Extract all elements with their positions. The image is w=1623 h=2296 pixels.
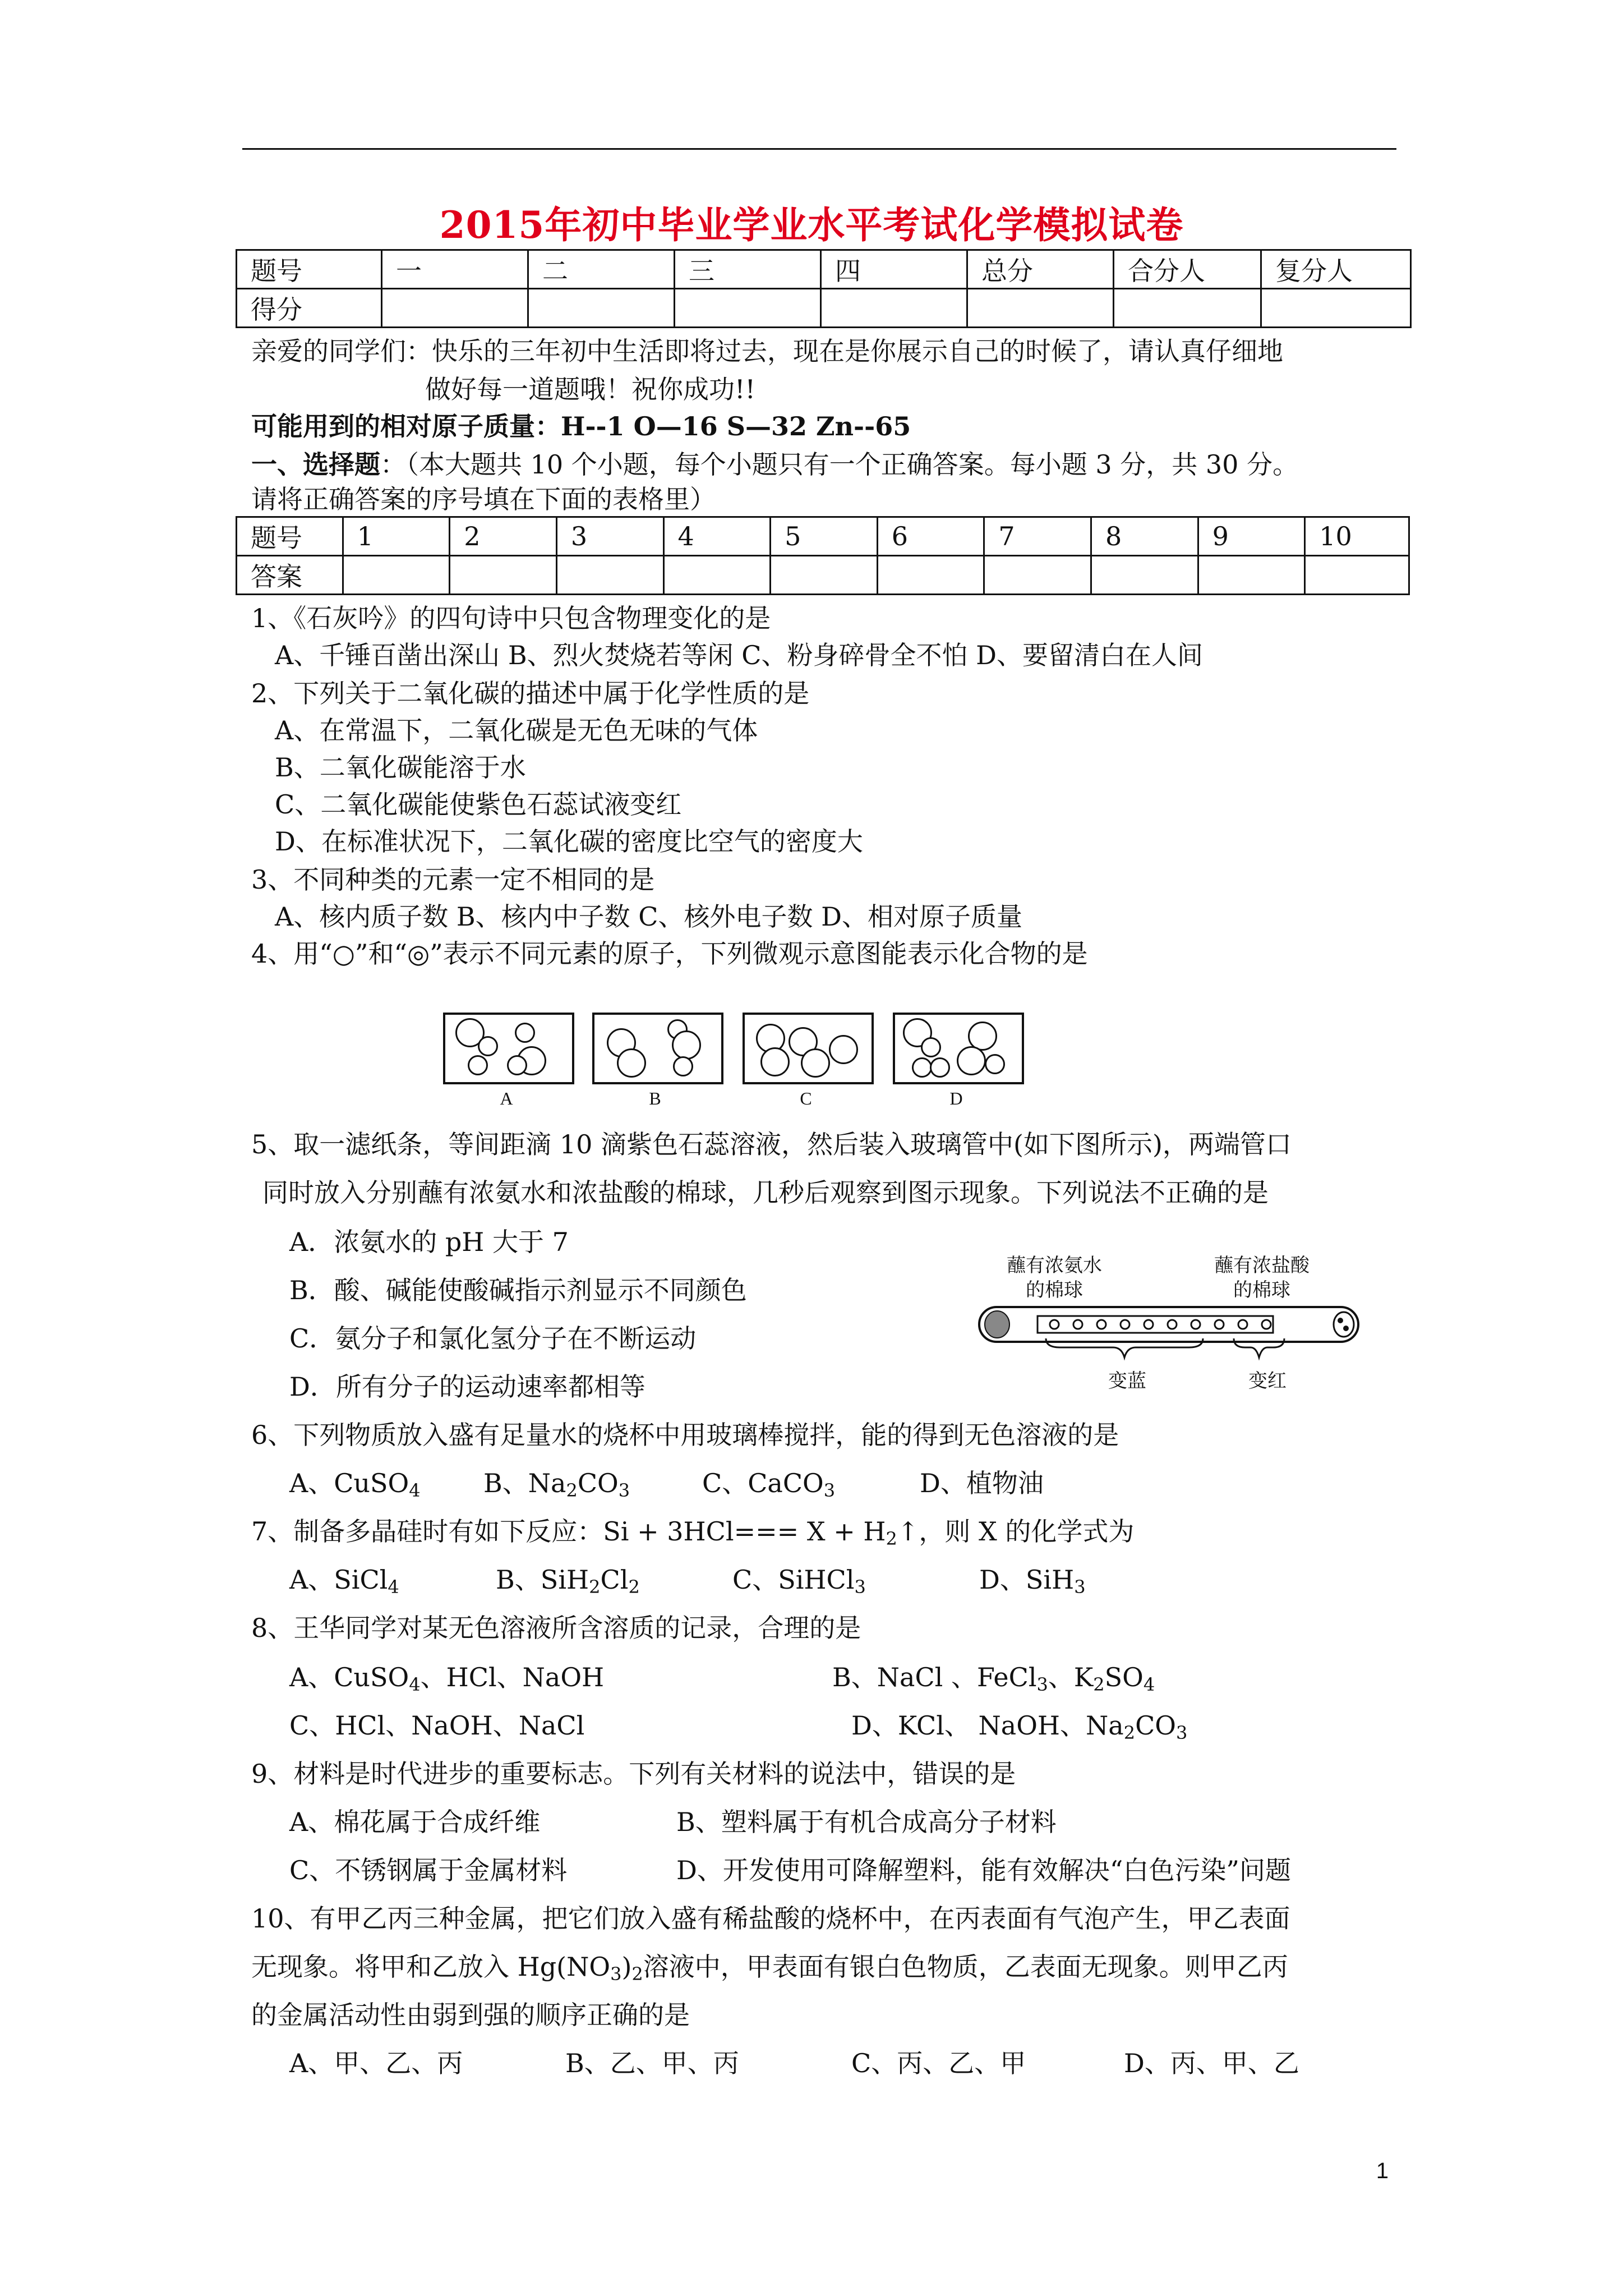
q6-a-sub: 4 bbox=[409, 1480, 421, 1501]
q4-box-b bbox=[592, 1013, 723, 1084]
answer-cell[interactable] bbox=[771, 556, 878, 595]
score-cell[interactable] bbox=[675, 289, 821, 328]
q8-b-mid2: SO bbox=[1104, 1662, 1144, 1692]
score-cell[interactable] bbox=[528, 289, 675, 328]
q7-d-text: D、SiH bbox=[979, 1565, 1075, 1595]
q8-b-sub2: 2 bbox=[1093, 1674, 1105, 1695]
exam-title: 2015年初中毕业学业水平考试化学模拟试卷 bbox=[439, 203, 1184, 247]
answer-cell[interactable] bbox=[1305, 556, 1409, 595]
q1-stem: 1、《石灰吟》的四句诗中只包含物理变化的是 bbox=[251, 603, 771, 633]
q3-stem: 3、不同种类的元素一定不相同的是 bbox=[251, 864, 655, 895]
atom-small-icon bbox=[478, 1036, 498, 1056]
q5-left-label-line-1: 蘸有浓氨水 bbox=[1007, 1254, 1102, 1277]
q6-b-mid: CO bbox=[577, 1468, 619, 1498]
answer-header-cell: 题号 bbox=[237, 517, 343, 556]
q10-option-b: B、乙、甲、丙 bbox=[565, 2048, 739, 2078]
score-cell[interactable] bbox=[821, 289, 967, 328]
q6-option-a bbox=[289, 1463, 421, 1500]
answer-table-answer-row bbox=[237, 556, 1409, 595]
atom-small-icon bbox=[673, 1056, 693, 1076]
q5-option-a: A．浓氨水的 pH 大于 7 bbox=[289, 1227, 569, 1257]
q6-c-text: C、CaCO bbox=[702, 1468, 824, 1498]
answer-header-cell: 1 bbox=[343, 517, 450, 556]
score-header-cell: 二 bbox=[528, 250, 675, 289]
q8-option-a bbox=[289, 1657, 604, 1694]
answer-header-cell: 6 bbox=[877, 517, 984, 556]
q6-option-b bbox=[483, 1463, 630, 1500]
q5-stem-line-1: 5、取一滤纸条，等间距滴 10 滴紫色石蕊溶液，然后装入玻璃管中(如下图所示)，两端管口 bbox=[251, 1129, 1292, 1159]
atom-small-icon bbox=[515, 1023, 535, 1043]
answer-cell[interactable] bbox=[1091, 556, 1198, 595]
q5-left-label-line-2: 的棉球 bbox=[1026, 1279, 1083, 1301]
answer-header-cell: 7 bbox=[984, 517, 1091, 556]
answer-header-cell: 5 bbox=[771, 517, 878, 556]
header-rule bbox=[242, 148, 1396, 150]
atom-large-icon bbox=[829, 1035, 858, 1064]
q8-option-b bbox=[832, 1657, 1155, 1694]
q5-red-label: 变红 bbox=[1248, 1370, 1287, 1392]
q7-b-mid: Cl bbox=[600, 1565, 629, 1595]
q8-stem: 8、王华同学对某无色溶液所含溶质的记录，合理的是 bbox=[251, 1613, 861, 1643]
score-cell[interactable] bbox=[382, 289, 528, 328]
score-header-cell: 四 bbox=[821, 250, 967, 289]
q10-line-2 bbox=[251, 1947, 1288, 1984]
q5-option-b: B．酸、碱能使酸碱指示剂显示不同颜色 bbox=[289, 1275, 747, 1305]
q10-line-2-sub: 3 bbox=[610, 1963, 622, 1985]
answer-cell[interactable] bbox=[450, 556, 557, 595]
q7-a-sub: 4 bbox=[388, 1576, 399, 1598]
q7-b-pre: B、SiH bbox=[496, 1565, 589, 1595]
score-table-header-row bbox=[237, 250, 1411, 289]
atom-small-icon bbox=[921, 1037, 941, 1057]
q10-line-1: 10、有甲乙丙三种金属，把它们放入盛有稀盐酸的烧杯中，在丙表面有气泡产生，甲乙表面 bbox=[251, 1903, 1290, 1934]
q6-b-text: B、Na bbox=[483, 1468, 566, 1498]
q7-c-text: C、SiHCl bbox=[732, 1565, 855, 1595]
q5-option-c: C．氨分子和氯化氢分子在不断运动 bbox=[289, 1323, 697, 1354]
q6-c-sub: 3 bbox=[823, 1480, 836, 1501]
score-cell[interactable] bbox=[1261, 289, 1411, 328]
answer-cell[interactable] bbox=[877, 556, 984, 595]
q9-stem: 9、材料是时代进步的重要标志。下列有关材料的说法中，错误的是 bbox=[251, 1759, 1016, 1789]
score-row-label: 得分 bbox=[237, 289, 382, 328]
q6-stem: 6、下列物质放入盛有足量水的烧杯中用玻璃棒搅拌，能的得到无色溶液的是 bbox=[251, 1420, 1119, 1450]
q10-line-2-mid: ) bbox=[621, 1952, 632, 1982]
score-header-cell: 复分人 bbox=[1261, 250, 1411, 289]
section1-heading bbox=[251, 444, 1298, 481]
q7-c-sub: 3 bbox=[854, 1576, 866, 1598]
atom-large-icon bbox=[957, 1046, 986, 1075]
q8-b-sub3: 4 bbox=[1143, 1674, 1155, 1695]
score-header-cell: 总分 bbox=[967, 250, 1114, 289]
q10-line-2-post: 溶液中，甲表面有银白色物质，乙表面无现象。则甲乙丙 bbox=[643, 1952, 1288, 1982]
score-header-cell: 题号 bbox=[237, 250, 382, 289]
q4-label-d: D bbox=[949, 1088, 963, 1108]
q4-label-b: B bbox=[649, 1088, 661, 1108]
score-header-cell: 合分人 bbox=[1114, 250, 1261, 289]
section1-heading-rest: ：（本大题共 10 个小题，每个小题只有一个正确答案。每小题 3 分，共 30 分。 bbox=[380, 449, 1299, 480]
q8-d-sub1: 2 bbox=[1123, 1722, 1136, 1743]
q7-a-text: A、SiCl bbox=[289, 1565, 388, 1595]
answer-cell[interactable] bbox=[343, 556, 450, 595]
score-cell[interactable] bbox=[967, 289, 1114, 328]
atom-small-icon bbox=[468, 1055, 488, 1075]
q7-option-b bbox=[496, 1559, 640, 1596]
answer-header-cell: 3 bbox=[556, 517, 663, 556]
atom-large-icon bbox=[760, 1047, 790, 1076]
q5-blue-label: 变蓝 bbox=[1108, 1370, 1146, 1392]
q5-glass-tube bbox=[976, 1301, 1368, 1380]
q10-line-2-sub2: 2 bbox=[631, 1963, 643, 1985]
q7-stem-pre: 7、制备多晶硅时有如下反应：Si + 3HCl=== X + H bbox=[251, 1516, 886, 1547]
q7-option-d bbox=[979, 1559, 1086, 1596]
answer-header-cell: 4 bbox=[663, 517, 771, 556]
section1-heading-line2: 请将正确答案的序号填在下面的表格里） bbox=[251, 484, 716, 514]
atomic-masses: 可能用到的相对原子质量：H--1 O—16 S—32 Zn--65 bbox=[251, 411, 911, 441]
q4-label-a: A bbox=[500, 1088, 513, 1108]
q6-option-c bbox=[702, 1463, 835, 1500]
atom-large-icon bbox=[801, 1048, 830, 1078]
answer-cell[interactable] bbox=[1198, 556, 1305, 595]
section1-heading-bold: 一、选择题 bbox=[251, 449, 380, 480]
q7-b-sub2: 2 bbox=[628, 1576, 640, 1598]
intro-line-1: 亲爱的同学们：快乐的三年初中生活即将过去，现在是你展示自己的时候了，请认真仔细地 bbox=[251, 336, 1283, 366]
q2-stem: 2、下列关于二氧化碳的描述中属于化学性质的是 bbox=[251, 678, 810, 708]
q10-option-d: D、丙、甲、乙 bbox=[1124, 2048, 1299, 2078]
q4-label-c: C bbox=[800, 1088, 812, 1108]
q9-option-a: A、棉花属于合成纤维 bbox=[289, 1807, 541, 1837]
score-cell[interactable] bbox=[1114, 289, 1261, 328]
q2-option-b: B、二氧化碳能溶于水 bbox=[275, 752, 526, 783]
page-number: 1 bbox=[1376, 2159, 1389, 2183]
q10-option-c: C、丙、乙、甲 bbox=[851, 2048, 1026, 2078]
q7-option-c bbox=[732, 1559, 866, 1596]
q6-b-sub1: 2 bbox=[566, 1480, 578, 1501]
q5-right-label-line-1: 蘸有浓盐酸 bbox=[1214, 1254, 1310, 1277]
atom-small-icon bbox=[912, 1057, 932, 1078]
q7-stem-post: ↑，则 X 的化学式为 bbox=[897, 1516, 1135, 1547]
q8-d-sub2: 3 bbox=[1176, 1722, 1188, 1743]
q4-box-d bbox=[893, 1013, 1024, 1084]
q5-right-label-line-2: 的棉球 bbox=[1233, 1279, 1290, 1301]
atom-large-icon bbox=[617, 1048, 646, 1078]
score-table-score-row bbox=[237, 289, 1411, 328]
q5-left-label bbox=[993, 1253, 1116, 1303]
q5-right-label bbox=[1200, 1253, 1324, 1303]
answer-cell[interactable] bbox=[984, 556, 1091, 595]
score-header-cell: 三 bbox=[675, 250, 821, 289]
q10-line-3: 的金属活动性由弱到强的顺序正确的是 bbox=[251, 2000, 690, 2030]
atom-small-icon bbox=[507, 1055, 527, 1075]
answer-header-cell: 10 bbox=[1305, 517, 1409, 556]
q7-stem bbox=[251, 1511, 1134, 1548]
q8-b-pre: B、NaCl 、FeCl bbox=[832, 1662, 1037, 1692]
q8-b-mid: 、K bbox=[1048, 1662, 1094, 1692]
q8-option-c: C、HCl、NaOH、NaCl bbox=[289, 1710, 585, 1741]
q6-a-text: A、CuSO bbox=[289, 1468, 409, 1498]
q8-a-sub: 4 bbox=[409, 1674, 421, 1695]
q7-d-sub: 3 bbox=[1074, 1576, 1086, 1598]
q5-stem-line-2: 同时放入分别蘸有浓氨水和浓盐酸的棉球，几秒后观察到图示现象。下列说法不正确的是 bbox=[262, 1177, 1269, 1208]
q1-options: A、千锤百凿出深山 B、烈火焚烧若等闲 C、粉身碎骨全不怕 D、要留清白在人间 bbox=[275, 640, 1203, 670]
answer-table bbox=[236, 516, 1410, 595]
q2-option-a: A、在常温下，二氧化碳是无色无味的气体 bbox=[275, 715, 758, 746]
q7-option-a bbox=[289, 1559, 399, 1596]
q7-b-sub1: 2 bbox=[589, 1576, 601, 1598]
q4-box-a bbox=[443, 1013, 574, 1084]
q8-d-pre: D、KCl、 NaOH、Na bbox=[851, 1710, 1124, 1741]
answer-header-cell: 9 bbox=[1198, 517, 1305, 556]
q4-box-c bbox=[743, 1013, 874, 1084]
q10-option-a: A、甲、乙、丙 bbox=[289, 2048, 463, 2078]
answer-header-cell: 8 bbox=[1091, 517, 1198, 556]
q2-option-c: C、二氧化碳能使紫色石蕊试液变红 bbox=[275, 789, 682, 820]
q8-option-d bbox=[851, 1705, 1187, 1742]
q5-option-d: D．所有分子的运动速率都相等 bbox=[289, 1372, 645, 1402]
score-table bbox=[236, 249, 1412, 328]
answer-header-cell: 2 bbox=[450, 517, 557, 556]
score-header-cell: 一 bbox=[382, 250, 528, 289]
atom-small-icon bbox=[985, 1054, 1005, 1074]
q8-d-mid: CO bbox=[1135, 1710, 1176, 1741]
q3-options: A、核内质子数 B、核内中子数 C、核外电子数 D、相对原子质量 bbox=[275, 901, 1022, 932]
answer-cell[interactable] bbox=[663, 556, 771, 595]
q10-line-2-pre: 无现象。将甲和乙放入 Hg(NO bbox=[251, 1952, 611, 1982]
q7-stem-sub: 2 bbox=[886, 1528, 897, 1549]
q8-b-sub1: 3 bbox=[1036, 1674, 1048, 1695]
q8-a-pre: A、CuSO bbox=[289, 1662, 409, 1692]
answer-table-header-row bbox=[237, 517, 1409, 556]
q6-b-sub2: 3 bbox=[618, 1480, 630, 1501]
q8-a-post: 、HCl、NaOH bbox=[420, 1662, 605, 1692]
q9-option-b: B、塑料属于有机合成高分子材料 bbox=[676, 1807, 1057, 1837]
q4-stem: 4、用“○”和“◎”表示不同元素的原子，下列微观示意图能表示化合物的是 bbox=[251, 938, 1088, 969]
answer-row-label: 答案 bbox=[237, 556, 343, 595]
q9-option-c: C、不锈钢属于金属材料 bbox=[289, 1855, 568, 1885]
atom-large-icon bbox=[672, 1030, 701, 1060]
q9-option-d: D、开发使用可降解塑料，能有效解决“白色污染”问题 bbox=[676, 1855, 1291, 1885]
answer-cell[interactable] bbox=[556, 556, 663, 595]
intro-line-2: 做好每一道题哦！祝你成功!! bbox=[425, 374, 755, 404]
q2-option-d: D、在标准状况下，二氧化碳的密度比空气的密度大 bbox=[275, 826, 863, 857]
q6-option-d: D、植物油 bbox=[920, 1468, 1044, 1498]
atom-small-icon bbox=[930, 1057, 950, 1078]
